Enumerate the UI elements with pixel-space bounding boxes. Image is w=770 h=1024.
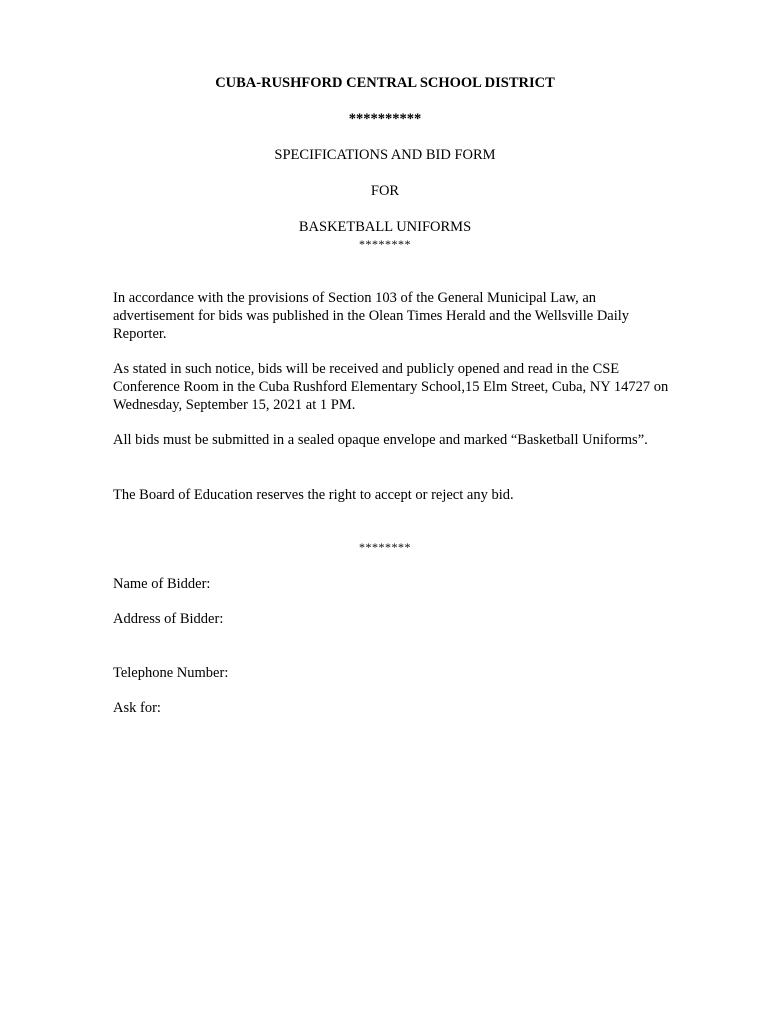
separator-stars-1: **********	[348, 111, 422, 127]
address-of-bidder-label: Address of Bidder:	[113, 611, 224, 627]
paragraph-bid-opening: As stated in such notice, bids will be received and publicly opened and read in the CSE Conference Room in the Cuba Rushford Elementary School,15 Elm Street, Cuba, NY 14727 on Wednesday, September 15, 2021 at 1 PM.	[113, 361, 669, 413]
for-label: FOR	[370, 183, 400, 199]
name-of-bidder-label: Name of Bidder:	[113, 576, 211, 592]
paragraph-board-rights: The Board of Education reserves the right to accept or reject any bid.	[113, 487, 514, 503]
separator-stars-2: ********	[359, 237, 411, 251]
paragraph-submission: All bids must be submitted in a sealed opaque envelope and marked “Basketball Uniforms”.	[113, 432, 648, 448]
paragraph-legal-notice: In accordance with the provisions of Section 103 of the General Municipal Law, an advertisement for bids was published in the Olean Times Herald and the Wellsville Daily Reporter.	[113, 290, 630, 342]
ask-for-label: Ask for:	[113, 700, 161, 716]
form-title: SPECIFICATIONS AND BID FORM	[274, 147, 496, 163]
item-title: BASKETBALL UNIFORMS	[298, 219, 472, 235]
district-title: CUBA-RUSHFORD CENTRAL SCHOOL DISTRICT	[215, 75, 555, 91]
separator-stars-3: ********	[359, 540, 411, 554]
telephone-number-label: Telephone Number:	[113, 665, 229, 681]
